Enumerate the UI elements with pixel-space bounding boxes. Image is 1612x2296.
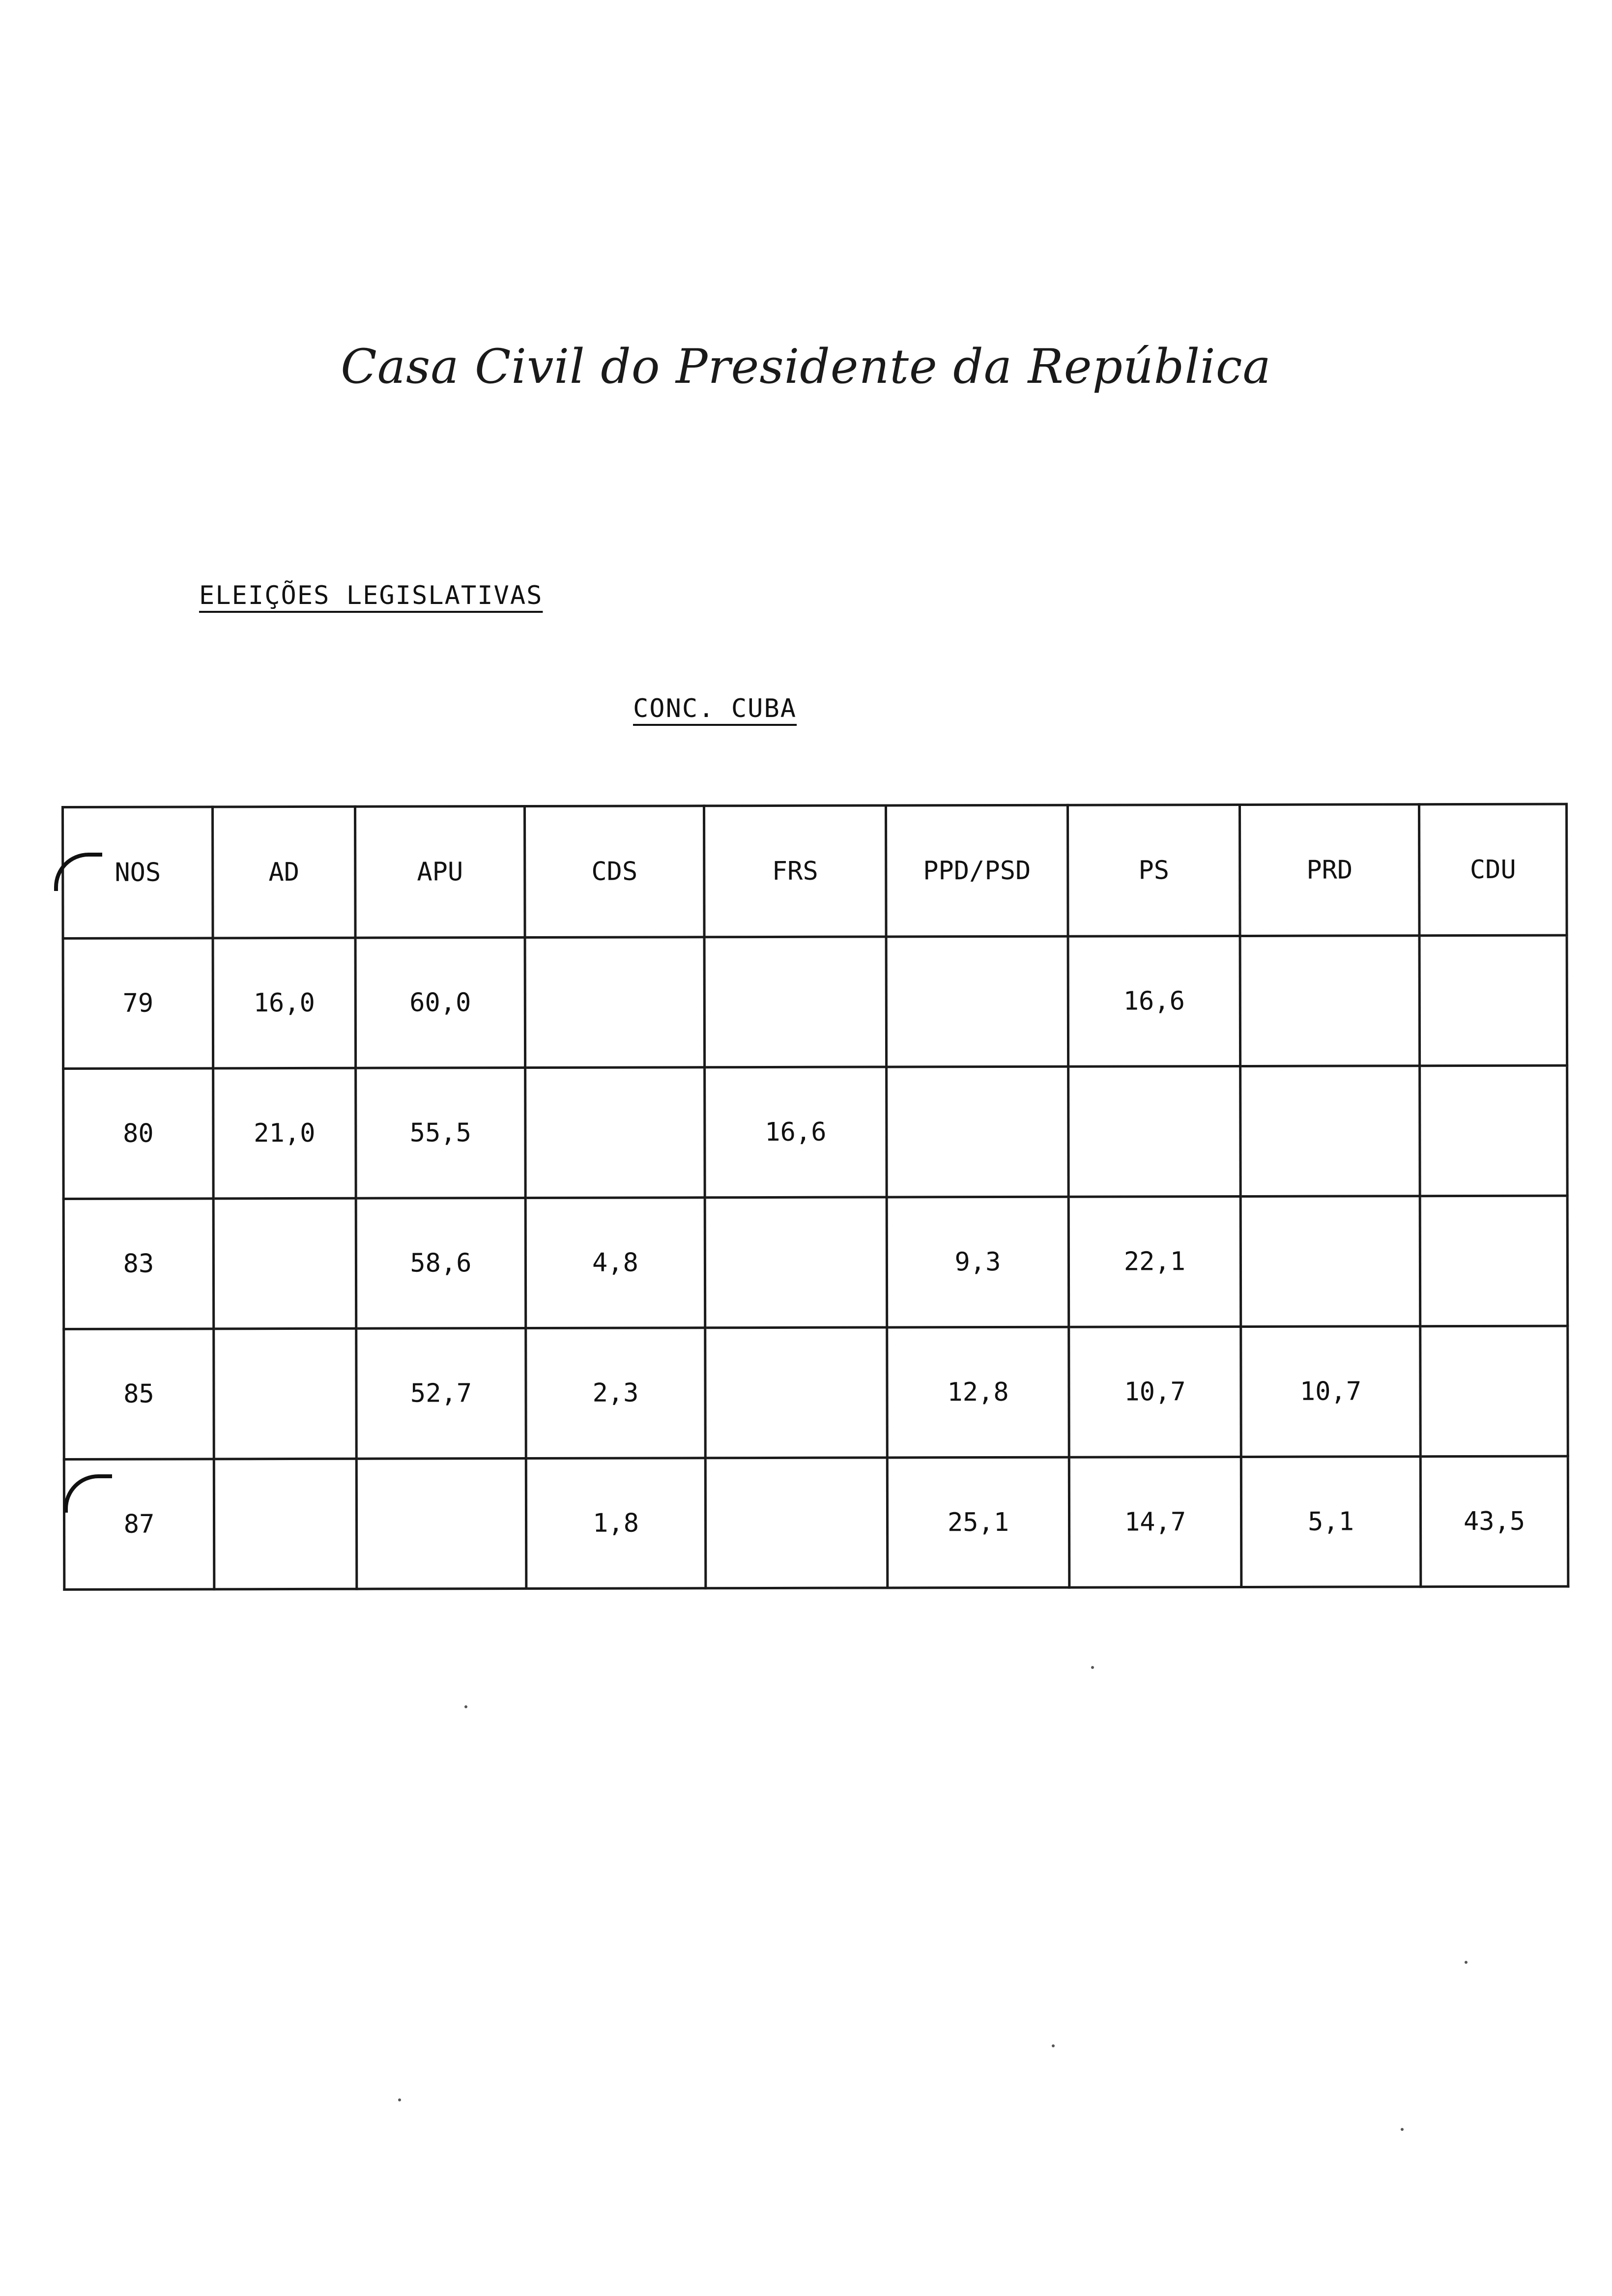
table-cell	[705, 1458, 888, 1588]
scan-speck	[1052, 2044, 1055, 2047]
col-header-apu: APU	[355, 806, 525, 938]
col-header-ppd-psd: PPD/PSD	[886, 805, 1068, 937]
table-cell: 25,1	[887, 1457, 1069, 1588]
col-header-frs: FRS	[704, 805, 887, 937]
table-cell	[525, 937, 705, 1068]
table-row	[64, 1326, 1568, 1459]
table-cell: 10,7	[1241, 1326, 1421, 1457]
scan-speck	[398, 2098, 401, 2101]
table-row	[63, 935, 1567, 1068]
table-cell	[887, 1066, 1069, 1197]
scan-speck	[1465, 1961, 1468, 1964]
table-cell	[214, 1459, 357, 1589]
scan-speck	[1091, 1666, 1094, 1669]
year-cell: 85	[64, 1329, 214, 1460]
scan-speck	[1401, 2128, 1404, 2131]
table-cell: 10,7	[1069, 1326, 1241, 1457]
table-cell	[356, 1459, 526, 1589]
table-cell	[213, 1198, 356, 1329]
table-cell	[1420, 1065, 1568, 1196]
table-row	[63, 1065, 1568, 1199]
table-row	[64, 1456, 1568, 1589]
table-cell: 16,0	[213, 938, 356, 1068]
table-cell	[214, 1328, 357, 1459]
header-row	[63, 804, 1567, 938]
table-cell	[1419, 935, 1567, 1066]
table-cell	[1420, 1326, 1568, 1457]
year-cell: 79	[63, 938, 213, 1069]
table-cell	[1240, 936, 1420, 1066]
table-cell	[886, 936, 1068, 1067]
table-cell	[1240, 1196, 1420, 1327]
table-cell: 12,8	[887, 1327, 1069, 1458]
scan-speck	[464, 1705, 467, 1708]
table-cell: 4,8	[525, 1198, 705, 1328]
table-cell: 58,6	[356, 1198, 526, 1329]
table-cell	[1420, 1196, 1568, 1326]
table-cell	[525, 1067, 705, 1198]
document-title: ELEIÇÕES LEGISLATIVAS	[199, 581, 543, 610]
table-cell: 9,3	[887, 1197, 1069, 1327]
table-cell: 5,1	[1241, 1457, 1421, 1587]
col-header-ps: PS	[1068, 804, 1240, 936]
table-row	[63, 1196, 1568, 1329]
table-cell: 14,7	[1069, 1457, 1241, 1587]
table-cell: 16,6	[705, 1067, 887, 1198]
table-cell	[1240, 1066, 1420, 1197]
election-results-table	[61, 803, 1569, 1591]
col-header-cds: CDS	[525, 806, 705, 938]
table-cell: 16,6	[1068, 936, 1240, 1066]
table-cell: 1,8	[526, 1458, 706, 1589]
table-cell: 60,0	[355, 938, 525, 1068]
table-cell	[705, 1197, 887, 1328]
table-cell: 21,0	[213, 1068, 356, 1199]
year-cell: 83	[63, 1199, 214, 1329]
table-cell: 55,5	[356, 1068, 526, 1199]
col-header-years: NOS	[63, 807, 213, 939]
col-header-prd: PRD	[1240, 804, 1420, 936]
letterhead-script: Casa Civil do Presidente da República	[341, 339, 1271, 394]
table-cell: 2,3	[526, 1328, 706, 1459]
table-cell	[704, 937, 887, 1067]
table-cell: 43,5	[1420, 1456, 1568, 1587]
col-header-cdu: CDU	[1419, 804, 1567, 936]
col-header-ad: AD	[213, 806, 356, 938]
year-cell: 87	[64, 1459, 214, 1590]
year-cell: 80	[63, 1068, 214, 1199]
table-cell	[705, 1327, 888, 1458]
document-subtitle: CONC. CUBA	[633, 694, 797, 723]
table-cell: 22,1	[1068, 1196, 1241, 1327]
table-cell	[1068, 1066, 1241, 1197]
table-cell: 52,7	[356, 1328, 526, 1459]
